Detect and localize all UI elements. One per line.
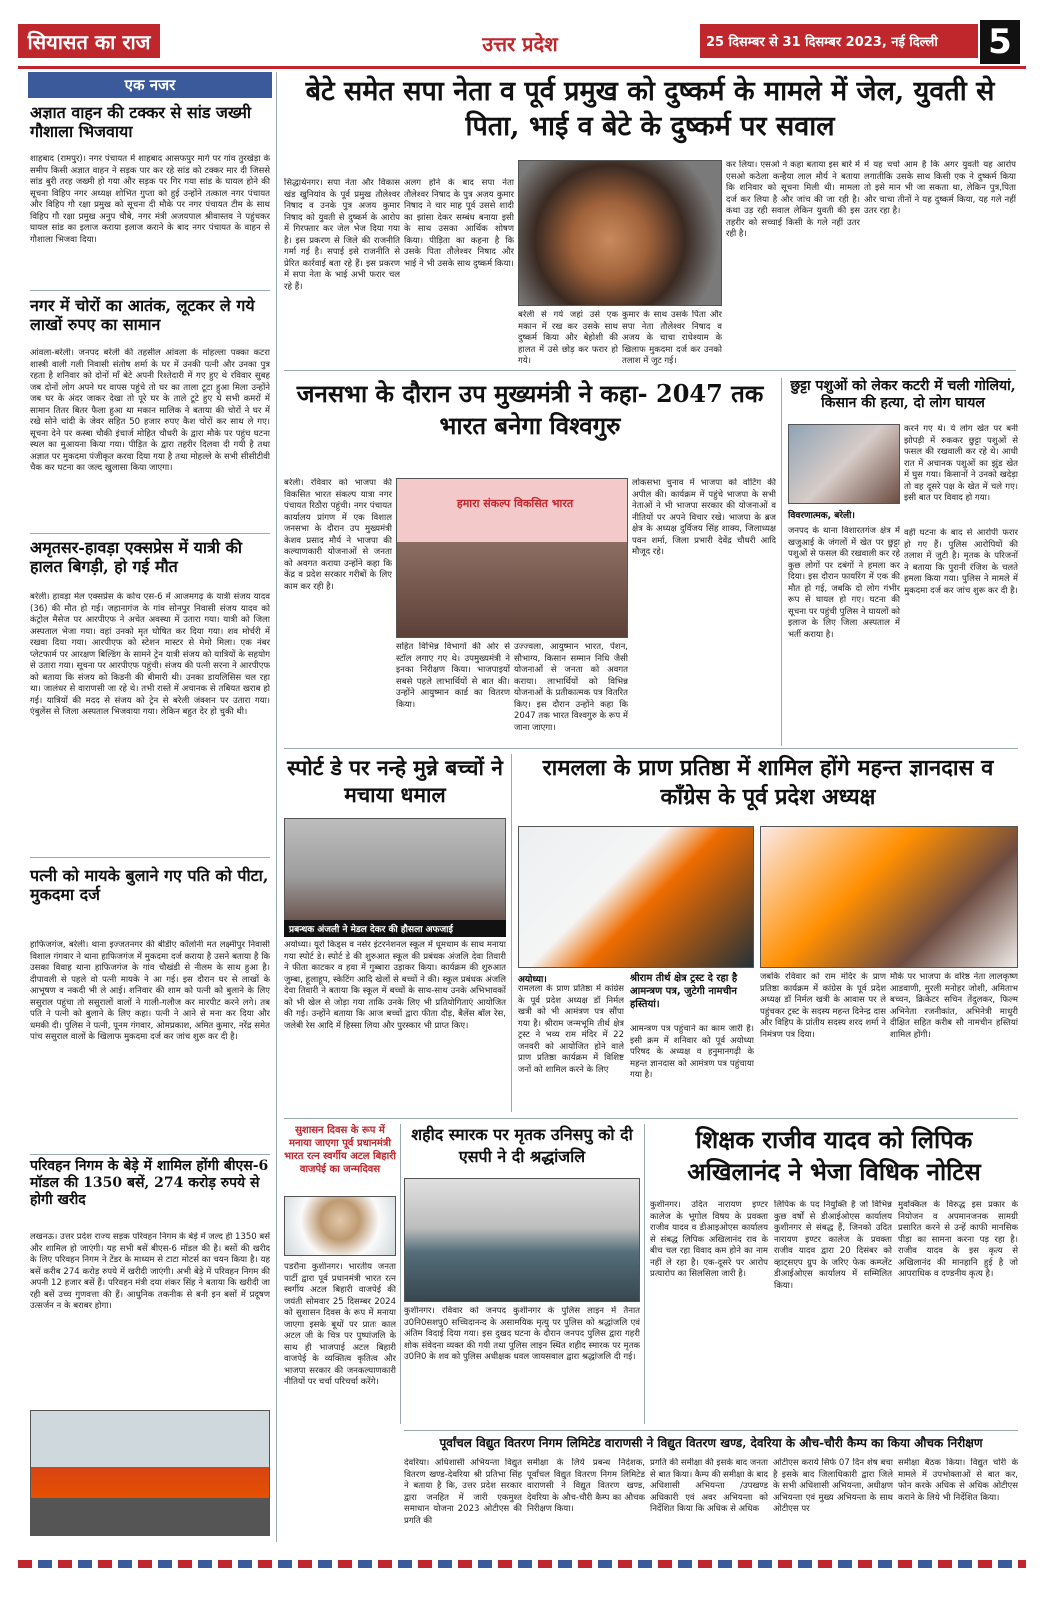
column-divider xyxy=(781,378,782,746)
header-rule xyxy=(18,66,1026,69)
deputy-cm-col2: सहित विभिन्न विभागों की ओर से स्टॉल लगाए गए थे। उपमुख्यमंत्री ने इनका निरीक्षण किया। भाजपाइयों सबसे पहले लाभार्थियों से बात की। उन्होंने आयुष्मान कार्ड का वितरण किया। xyxy=(396,642,510,710)
atal-photo xyxy=(284,1196,396,1256)
martyr-body: कुशीनगर। रविवार को जनपद कुशीनगर के पुलिस लाइन में तैनात उ0नि0सशपु0 सच्चिदानन्द के असामयिक मृत्यु पर पुलिस को श्रद्धांजलि एवं अंतिम विदाई दिया गया। इस दुखद घटना के दौरान जनपद पुलिस द्वारा गहरी शोक संवेदना व्यक्त की गयी तथा पुलिस लाइन स्थित शहीद स्मारक पर मृतक उ0नि0 के शव को पुलिस अधीक्षक धवल जायसवाल द्वारा श्रद्धांजलि दी गई। xyxy=(404,1306,640,1363)
power-col5: समीक्षा बैठक किया। विद्युत चोरी के मामले में उपभोक्ताओं से बात कर, फोन करके अधिक से अधिक ओटीएस कराने के लिये भी निर्देशित किया। xyxy=(898,1458,1018,1503)
headline-buses: परिवहन निगम के बेड़े में शामिल होंगी बीएस-6 मॉडल की 1350 बसें, 274 करोड़ रुपये से होगी खरीद xyxy=(30,1158,269,1208)
ramlala-photo-right xyxy=(760,826,1018,968)
divider xyxy=(30,290,270,291)
divider xyxy=(284,748,1018,749)
column-title: एक नजर xyxy=(28,72,272,98)
headline-bull: अज्ञात वाहन की टक्कर से सांड जख्मी गौशाला भिजवाया xyxy=(30,103,252,142)
lead-photo xyxy=(518,160,722,306)
registration-bar xyxy=(18,1560,1026,1568)
ramlala-body4: मौके पर भाजपा के वरिष्ठ नेता लालकृष्ण आडवाणी, मुरली मनोहर जोशी, अमिताभ बच्चन, क्रिकेटर सचिन तेंदुलकर, फिल्म अभिनेता रजनीकांत, अभिनेत्री माधुरी दीक्षित सहित करीब सौ नामचीन हस्तियां शामिल होंगी। xyxy=(890,972,1018,1040)
teacher-col3: मुवक्किल के विरुद्ध इस प्रकार के नियोजन व अपमानजनक सामग्री प्रसारित करने से उन्हें काफी मानसिक पीड़ा का सामना करना पड़ रहा है। राजीव यादव के इस कृत्य से अखिलानंद की मानहानि हुई है जो आपराधिक व दण्डनीय कृत्य है। xyxy=(898,1200,1018,1280)
buses-photo xyxy=(30,1410,270,1536)
power-headline: पूर्वांचल विद्युत वितरण निगम लिमिटेड वाराणसी ने विद्युत वितरण खण्ड, देवरिया के औच-चौरी कैम्प का किया औचक निरीक्षण xyxy=(439,1436,983,1450)
teacher-col1: कुशीनगर। उदित नारायण इण्टर कालेज के भूगोल विषय के प्रवक्ता राजीव यादव व डीआइओएस कार्यालय से संबद्ध लिपिक अखिलानंद राव के बीच चल रहा विवाद कम होने का नाम नहीं ले रहा है। एक-दूसरे पर आरोप प्रत्यारोप का सिलसिला जारी है। xyxy=(650,1200,768,1280)
lead-col4: कुमार के साथ उसके पिता और सपा नेता तौलेश्वर निषाद व अजय के चाचा राधेश्याम के खिलाफ मुकदमा दर्ज कर उनको तलाश में जुट गई। xyxy=(622,310,722,366)
lead-col3: बरेली से गये जहां उसे एक मकान में रख कर उसके साथ दुष्कर्म किया और बेहोशी की हालत में उसे छोड़ कर फरार हो गये। xyxy=(518,310,618,366)
article-theft: आंवला-बरेली। जनपद बरेली की तहसील आंवला के मोहल्ला पक्का कटरा शास्त्री वाली गली निवासी संतोष शर्मा के घर में उनकी पत्नी और उनका पुत्र रहता है शनिवार को दोनों माँ बेटे अपनी रिश्तेदारी में गए हुए थे रविवार सुबह जब दोनों लोग अपने घर वापस पहुंचे तो घर का ताला टूटा हुआ मिला उन्होंने जब घर के अंदर जाकर देखा तो पूरे घर के ताले टूटे हुए थे सभी कमरों में सामान तितर बितर फैला हुआ था मकान मालिक ने बताया की चोरों ने घर में रखे सोने चांदी के जेवर सहित 50 हजार रुपए कैश चोरों कर साथ ले गए। सूचना देने पर कस्बा चौकी इंचार्ज मोहित चौधरी के द्वारा मौके पर पहुंच घटना स्थल का मुआयना किया गया। पीड़ित के द्वारा तहरीर दिलवा दी गयी है तथा अज्ञात पर मुकदमा पंजीकृत करवा दिया गया है तथा मोहल्ले के सभी सीसीटीवी चैक कर घटना का जल्द खुलासा किया जाएगा। xyxy=(30,348,270,474)
column-divider xyxy=(276,72,277,1542)
article-passenger: बरेली। हावड़ा मेल एक्सप्रेस के कोच एस-6 में आजमगढ़ के यात्री संजय यादव (36) की मौत हो गई। जहानागंज के गांव सोनपुर निवासी संजय यादव को कंट्रोल मैसेज पर आरपीएफ ने अचेत अवस्था में उतारा गया। यात्री को जिला अस्पताल भेजा गया। वहां उनको मृत घोषित कर दिया गया। शव मोर्चरी में रखवा दिया गया। आरपीएफ को स्टेशन मास्टर से मेमो मिला। एक नंबर प्लेटफार्म पर आरक्षण बिल्डिंग के सामने ट्रेन यात्री संजय को यात्रियों के सहयोग से उतारा गया। सूचना पर आरपीएफ पहुंची। संजय की पत्नी सरना ने आरपीएफ को बताया कि संजय को किडनी की बीमारी थी। उनका डायलिसिस चल रहा था। जालंधर से वाराणसी जा रहे थे। तभी रास्ते में अचानक से तबियत खराब हो गई। यात्रियों की मदद से संजय को ट्रेन से बरेली जंक्शन पर उतारा गया। एंबुलेंस से जिला अस्पताल भिजवाया गया। लेकिन बहुत देर हो चुकी थी। xyxy=(30,592,270,718)
power-col3: प्रगति की समीक्षा की इसके बाद जनता से बात किया। कैम्प की समीक्षा के बाद अधिशासी अभियन्ता /उपखण्ड अधिकारी एवं अवर अभियन्ता को निर्देशित किया कि अधिक से अधिक xyxy=(650,1458,768,1515)
headline-theft: नगर में चोरों का आतंक, लूटकर ले गये लाखों रुपए का सामान xyxy=(30,296,255,335)
divider xyxy=(30,533,270,534)
ramlala-subhead: श्रीराम तीर्थ क्षेत्र ट्रस्ट दे रहा है आमन्त्रण पत्र, जुटेगी नामचीन हस्तियां। xyxy=(630,973,738,1010)
ramlala-body3: जबकि रविवार को राम मंदिर के प्राण प्रतिष्ठा कार्यक्रम में कांग्रेस के पूर्व प्रदेश अध्यक्ष डॉ निर्मल खत्री के आवास पर ले पहुंचकर ट्रस्ट के सदस्य महन्त दिनेन्द्र दास और विहिप के प्रांतीय सदस्य शरद शर्मा ने निमंत्रण पत्र दिया। xyxy=(760,972,886,1040)
ramlala-headline: रामलला के प्राण प्रतिष्ठा में शामिल होंगे महन्त ज्ञानदास व कॉंग्रेस के पूर्व प्रदेश अध्यक्ष xyxy=(542,755,994,811)
column-divider xyxy=(511,754,512,1112)
headline-husband: पत्नी को मायके बुलाने गए पति को पीटा, मुकदमा दर्ज xyxy=(30,866,269,905)
article-bull: शाहबाद (रामपुर)। नगर पंचायत में शाहबाद आसफपुर मार्ग पर गांव तुरखेड़ा के समीप किसी अज्ञात वाहन ने सड़क पार कर रहे सांड को टक्कर मार दी जिससे सांड बुरी तरह जख्मी हो गया और सड़क पर गिर गया सांड के घायल होने की सूचना विहिप नगर अध्यक्ष शोभित गुप्ता को हुई उन्होंने तत्काल नगर पंचायत और विहिप गौ रक्षा प्रमुख को सूचना दी मौके पर नगर पंचायत टीम के साथ विहिप गौ रक्षा प्रमुख अनुप चौबे, नगर मंत्री अजयपाल श्रीवास्तव ने पहुंचकर घायल सांड का इलाज कराया इलाज कराने के बाद नगर पंचायत के वाहन से गौशाला भिजवा दिया। xyxy=(30,154,270,245)
divider xyxy=(404,1430,1018,1431)
column-divider xyxy=(644,1124,645,1424)
martyr-headline: शहीद स्मारक पर मृतक उनिसपु को दी एसपी ने दी श्रद्धांजलि xyxy=(411,1125,633,1166)
column-divider xyxy=(400,1124,401,1424)
paper-name: सियासत का राज xyxy=(18,24,160,58)
teacher-col2: लिपिक के पद नियुक्ति है जो विभिन्न कुछ वर्षों से डीआईओएस कार्यालय कुशीनगर से संबद्ध हैं, जिनको उदित नारायण इण्टर कालेज के प्रवक्ता राजीव यादव द्वारा 20 दिसंबर को व्हाट्सएप ग्रुप के जरिए फेक कम्प्लेंट डीआईओएस कार्यालय में सम्मिलित किया। xyxy=(774,1200,892,1291)
sports-headline: स्पोर्ट डे पर नन्हे मुन्ने बच्चों ने मचाया धमाल xyxy=(287,755,503,808)
divider xyxy=(284,370,1016,371)
cattle-headline: छुट्टा पशुओं को लेकर कटरी में चली गोलियां, किसान की हत्या, दो लोग घायल xyxy=(790,378,1016,411)
article-husband: हाफिजगंज, बरेली। थाना इज्जतनगर की बीडीए कॉलोनी मत लक्ष्मीपुर निवासी विशाल गंगवार ने थाना हाफिजगंज में मुकदमा दर्ज कराया है उसने बताया है कि उसका विवाह थाना हाफिजगंज के गांव चौखंडी से नीलम के साथ हुआ है। दीपावली से पहले वो पत्नी मायके ने आ गई। इस दौरान घर से लाखों के आभूषण व नकदी भी ले आई। शनिवार की शाम को पत्नी को बुलाने के लिए ससुराल पहुंचा तो ससुरालों वालों ने गाली-गलौज कर मारपीट करने लगे। तब पति ने पत्नी को बुलाने के लिए कहा। पत्नी ने आने से मना कर दिया और धमकी दी। पुलिस ने पत्नी, पूनम गंगवार, ओमप्रकाश, अमित कुमार, नरेंद्र समेत पांच ससुराल वालों के खिलाफ मुकदमा दर्ज कर जांच शुरू कर दी है। xyxy=(30,940,270,1043)
cattle-photo-caption: विवरणात्मक, बरेली। xyxy=(788,511,855,521)
cattle-body2: जनपद के थाना विशारतगंज क्षेत्र में खजुआई के जंगलों में खेत पर छुट्टा पशुओं से फसल की रखवाली कर रहे कुछ लोगों पर दबंगों ने हमला कर दिया। इस दौरान फायरिंग में एक की मौत हो गई, जबकि दो लोग गंभीर रूप से घायल हो गए। घटना की सूचना पर पहुंची पुलिस ने घायलों को इलाज के लिए जिला अस्पताल में भर्ती कराया है। xyxy=(788,526,900,640)
divider xyxy=(30,857,270,858)
ramlala-photo-left xyxy=(518,826,754,968)
cattle-photo xyxy=(788,424,900,504)
ramlala-body1: रामलला के प्राण प्रतिष्ठा में कांग्रेस के पूर्व प्रदेश अध्यक्ष डॉ निर्मल खत्री को भी आमंत्रण पत्र सौंपा गया है। श्रीराम जन्मभूमि तीर्थ क्षेत्र ट्रस्ट ने भव्य राम मंदिर में 22 जनवरी को आयोजित होने वाले प्राण प्रतिष्ठा कार्यक्रम में विशिष्ट जनों को शामिल करने के लिए xyxy=(518,984,624,1075)
power-col2: समीक्षा के लिये प्रबन्ध निदेशक, पूर्वांचल विद्युत वितरण निगम लिमिटेड वाराणसी ने विद्युत वितरण खण्ड, देवरिया के औच-चौरी कैम्प का औचक निरीक्षण किया। xyxy=(527,1458,645,1515)
lead-headline: बेटे समेत सपा नेता व पूर्व प्रमुख को दुष्कर्म के मामले में जेल, युवती से पिता, भाई व बेटे के दुष्कर्म पर सवाल xyxy=(305,76,995,143)
ramlala-dateline: अयोध्या। xyxy=(518,975,547,985)
headline-passenger: अमृतसर-हावड़ा एक्सप्रेस में यात्री की हालत बिगड़ी, हो गई मौत xyxy=(30,538,243,577)
teacher-headline: शिक्षक राजीव यादव को लिपिक अखिलानंद ने भेजा विधिक नोटिस xyxy=(687,1125,981,1187)
divider xyxy=(30,1154,270,1155)
lead-col5: कर लिया। एसओ ने कहा बताया इस बारे में एसओ कठेला कन्हैया लाल मौर्य ने बताया कि शनिवार को सूचना मिली थी। मामला दर्ज कर लिया है और जांच की जा रही है। कथा उड़ रही सवाल लेकिन युवती की इस तहरीर को सच्चाई किसी के गले नहीं उतर रही है। xyxy=(726,160,860,240)
banner-text: हमारा संकल्प विकसित भारत xyxy=(456,497,574,510)
lead-col6: में यह चर्चा आम है कि अगर युवती यह आरोप लगातीकि उसके साथ किसी एक ने दुष्कर्म किया तो इसे मान भी जा सकता था, लेकिन पुत्र,पिता और चाचा तीनों ने यह दुष्कर्म किया, यह गले नहीं उतर रहा है। xyxy=(864,160,1016,217)
deputy-cm-headline: जनसभा के दौरान उप मुख्यमंत्री ने कहा- 2047 तक भारत बनेगा विश्वगुरु xyxy=(296,379,764,441)
divider xyxy=(284,1118,1018,1119)
sports-photo xyxy=(284,818,506,934)
deputy-cm-col4: लोकसभा चुनाव में भाजपा को वोटिंग की अपील की। कार्यक्रम में पहुंचे भाजपा के सभी नेताओं ने भी भाजपा सरकार की योजनाओं व नीतियों पर अपने विचार रखे। भाजपा के ब्रज क्षेत्र के अध्यक्ष दुर्विजय सिंह शाक्य, जिलाध्यक्ष पवन शर्मा, जिला प्रभारी देवेंद्र चौधरी आदि मौजूद रहे। xyxy=(632,478,776,558)
section-title: उत्तर प्रदेश xyxy=(482,32,558,56)
power-col1: देवरिया। अधिशासी अभियन्ता विद्युत वितरण खण्ड-देवरिया श्री प्रतिभा सिंह ने बताया है कि, उत्तर प्रदेश सरकार द्वारा जनहित में जारी एकमुश्त समाधान योजना 2023 ओटीएस की प्रगति की xyxy=(404,1458,522,1526)
date-line: 25 दिसम्बर से 31 दिसम्बर 2023, नई दिल्ली xyxy=(700,24,978,58)
power-col4: ओटीएस कराये सिर्फ 07 दिन शेष बचा है इसके बाद जिलाधिकारी द्वारा जिले के सभी अधिशासी अभियन्ता, अधीक्षण अभियन्ता एवं मुख्य अभियन्ता के साथ ओटीएस पर xyxy=(773,1458,893,1515)
deputy-cm-col3: उज्ज्वला, आयुष्मान भारत, पेंशन, सौभाग्य, किसान सम्मान निधि जैसी योजनाओं से जनता को अवगत कराया। लाभार्थियों को विभिन्न योजनाओं के प्रतीकात्मक पत्र वितरित किए। इस दौरान उन्होंने कहा कि 2047 तक भारत विश्वगुरु के रूप में जाना जाएगा। xyxy=(514,642,628,733)
article-buses: लखनऊ। उत्तर प्रदेश राज्य सड़क परिवहन निगम के बेड़े में जल्द ही 1350 बसें और शामिल हो जाएंगी। यह सभी बसें बीएस-6 मॉडल की है। बसों की खरीद के लिए परिवहन निगम ने टेंडर के माध्यम से टाटा मोटर्स का चयन किया है। यह बसें करीब 274 करोड़ रुपये में खरीदी जाएंगी। अभी बेड़े में परिवहन निगम की अपनी 12 हजार बसें हैं। परिवहन मंत्री दया शंकर सिंह ने बताया कि खरीदी जा रही बसें उच्च गुणवत्ता की हैं। आधुनिक तकनीक से बनी इन बसों में प्रदूषण उत्सर्जन न के बराबर होगा। xyxy=(30,1232,270,1312)
lead-col1: सिद्धार्थनगर। सपा नेता और विकास खंड खुनियांव के पूर्व प्रमुख तौलेश्वर निषाद व उनके पुत्र अजय कुमार निषाद को युवती से दुष्कर्म के आरोप में गिरफ्तार कर जेल भेज दिया गया है। इस प्रकरण से जिले की राजनीति गर्मा गई है। सपाई इसे राजनीति से प्रेरित कार्रवाई बता रहे हैं। इस प्रकरण में सपा नेता के भाई अभी फरार चल रहे हैं। xyxy=(284,178,400,292)
cattle-body1: करने गए थे। ये लोग खेत पर बनी झोपड़ी में रुककर छुट्टा पशुओं से फसल की रखवाली कर रहे थे। आधी रात में अचानक पशुओं का झुंड खेत में घुस गया। किसानों ने उनको खदेड़ा तो वह दूसरे पक्ष के खेत में चले गए। इसी बात पर विवाद हो गया। xyxy=(904,424,1018,504)
ramlala-body2: आमन्त्रण पत्र पहुंचाने का काम जारी है। इसी क्रम में शनिवार को पूर्व अयोध्या परिषद के अध्यक्ष व हनुमानगढ़ी के महन्त ज्ञानदास को आमंत्रण पत्र पहुंचाया गया है। xyxy=(630,1024,754,1081)
cattle-body3: वहीं घटना के बाद से आरोपी फरार हो गए हैं। पुलिस आरोपियों की तलाश में जुटी है। मृतक के परिजनों ने बताया कि पुरानी रंजिश के चलते हमला किया गया। पुलिस ने मामले में मुकदमा दर्ज कर जांच शुरू कर दी है। xyxy=(904,528,1018,596)
sports-body: अयोध्या। यूरो किड्स व नर्सर इंटरनेशनल स्कूल में धूमधाम के साथ मनाया गया स्पोर्ट डे। स्पोर्ट डे की शुरुआत स्कूल की प्रबंधक अंजलि देवा तिवारी ने फीता काटकर व हवा में गुब्बारा उड़ाकर किया। कार्यक्रम की शुरुआत जुम्बा, हूलाहूप, स्केटिंग आदि खेलों से बच्चों ने की। स्कूल प्रबंधक अंजलि देवा तिवारी ने बताया कि स्कूल में बच्चों के साथ-साथ उनके अभिभावकों को भी खेल से जोड़ा गया ताकि उनके लिए भी प्रतियोगिताएं आयोजित की गई। उन्होंने बताया कि आज बच्चों द्वारा फीता दौड़, बैलेंस बॉल रेस, जलेबी रेस आदि में हिस्सा लिया और पुरस्कार भी प्राप्त किए। xyxy=(284,940,506,1031)
atal-body: पडरौना कुशीनगर। भारतीय जनता पार्टी द्वारा पूर्व प्रधानमंत्री भारत रत्न स्वर्गीय अटल बिहारी वाजपेई की जयंती सोमवार 25 दिसम्बर 2024 को सुशासन दिवस के रूप में मनाया जाएगा इसके बूथों पर प्रातः काल अटल जी के चित्र पर पुष्पांजलि के साथ ही भाजपाई अटल बिहारी वाजपेई के व्यक्तित्व कृतित्व और भाजपा सरकार की जनकल्याणकारी नीतियों पर चर्चा परिचर्चा करेंगे। xyxy=(284,1262,396,1388)
lead-col2: अलग होने के बाद सपा नेता तौलेश्वर निषाद के पुत्र अजय कुमार निषाद ने चार माह पूर्व उससे शादी का झांसा देकर सम्बंध बनाया इसी के साथ उसका आर्थिक शोषण किया। पीड़िता का कहना है कि उसके पिता तौलेश्वर निषाद और भाई ने भी उसके साथ दुष्कर्म किया। xyxy=(404,178,514,269)
page-number: 5 xyxy=(980,20,1020,64)
deputy-cm-col1: बरेली। रविवार को भाजपा की विकसित भारत संकल्प यात्रा नगर पंचायत रिठौरा पहुंची। नगर पंचायत कार्यालय प्रांगण में एक विशाल जनसभा के दौरान उप मुख्यमंत्री केशव प्रसाद मौर्य ने भाजपा की कल्याणकारी योजनाओं से जनता को अवगत कराया उन्होंने कहा कि केंद्र व प्रदेश सरकार गरीबों के लिए काम कर रही है। xyxy=(284,478,392,592)
atal-headline: सुशासन दिवस के रूप में मनाया जाएगा पूर्व प्रधानमंत्री भारत रत्न स्वर्गीय अटल बिहारी वाजपेई का जन्मदिवस xyxy=(284,1125,396,1175)
sports-photo-caption: प्रबन्धक अंजली ने मेडल देकर की हौसला अफजाई xyxy=(284,920,506,937)
martyr-photo xyxy=(404,1178,640,1302)
